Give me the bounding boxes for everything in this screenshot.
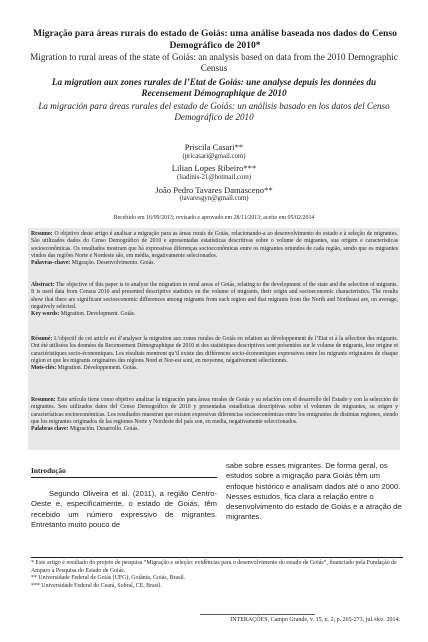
keywords-label: Key words: <box>31 311 60 318</box>
author-email[interactable]: (liadinis-21@hotmail.com) <box>176 173 252 181</box>
resumen-text: Este artículo tiene como objetivo analizar la migración para áreas rurales de Goiás y su relación con el desarrollo del Estado y con la selección de migrantes. Son utilizados datos del Censo Demográfico de 2010 y presentadas estadísticas descriptivas sobre el volumen de migrantes, su origen y características socioeconómicas. Los resultados muestran que existen expresivas diferencias socioeconómicas entre los emigrantes de distintas regiones, siendo que los migrantes originados de las regiones Norte y Nordeste del país son, en media, negativamente seleccionados. <box>31 397 399 425</box>
footnote-divider <box>31 557 403 558</box>
abstract-block <box>31 282 398 318</box>
journal-citation: Campo Grande, v. 15, n. 2, p. 265-273, jul./dez. 2014. <box>270 617 400 623</box>
mots-cles-text: Migration. Développement. Goiás. <box>57 365 138 372</box>
footnote: * Este artigo é resultado do projeto de pesquisa “Migração e seleção: evidências para o desenvolvimento do estado de Goiás”, financiado pela Fundação de Amparo à Pesquisa do Estado de Goiás. <box>31 560 397 574</box>
intro-paragraph-left: Segundo Oliveira et al. (2011), a região Centro-Oeste e, especificamente, o estado de Goiás, têm recebido um número expressivo de migrantes. Entretanto muito pouco de <box>31 489 217 529</box>
author-list <box>0 142 428 206</box>
palabras-clave-text: Migración. Desarrollo. Goiás. <box>69 426 139 433</box>
abstract-text: The objective of this paper is to analyze the migration to rural areas of Goiás, relating to the development of the state and the selection of migrants. It is used data from Census 2010 and presented descriptive statistics on the volume of migrants, their origin and socioeconomic characteristics. The results show that there are significant socioeconomic differences among migrants from each region and that migrants from the North and Northeast are, on average, negatively selected. <box>31 282 398 310</box>
title-portuguese: Migração para áreas rurais do estado de Goiás: uma análise baseada nos dados do Censo Demográfico de 2010* <box>33 28 397 51</box>
resumo-block <box>31 231 398 267</box>
heading-divider <box>31 477 217 478</box>
title-spanish: La migración para áreas rurales del estado de Goiás: un análisis basado en los datos del Censo Demográfico de 2010 <box>38 101 390 122</box>
author-name: Priscila Casari** <box>184 142 244 152</box>
keywords-text: Migration. Development. Goiás. <box>60 311 136 318</box>
resumo-text: O objetivo deste artigo é analisar a migração para as áreas rurais de Goiás, relacionando-a ao desenvolvimento do estado e à seleção de migrantes. São utilizados dados do Censo Demográfico de 2010 e apresentadas estatísticas descritivas sobre o volume de migrantes, sua origem e características socioeconômicas. Os resultados mostram que há expressivas diferenças socioeconômicas entre os migrantes oriundos de cada região, sendo que os migrantes vindos das regiões Norte e Nordeste são, em média, negativamente selecionados. <box>31 231 398 259</box>
mots-cles-label: Mots-clés: <box>31 365 57 372</box>
resumen-block <box>31 397 398 433</box>
palavras-chave-text: Migração. Desenvolvimento. Goiás. <box>71 260 155 267</box>
resume-text: L’objectif de cet article est d’analyser la migration aux zones rurales de Goiás en relation au développement de l’Etat et à la sélection des migrants. Ont été utilisées les données du Recensement Démographique de 2010 et des statistiques descriptives sont présentées sur le volume de migrants, leur origine et caractéristiques socio-économiques. Les résultats montrent qu’il existe des différences socio-économiques expressives entre les migrants originaires de chaque région et que les migrants originaires des régions Nord et Nor-est sont, en moyenne, négativement sélectionnés. <box>31 336 398 364</box>
footer-divider <box>200 614 315 615</box>
author-email[interactable]: (tavaresgyn@gmail.com) <box>179 195 249 203</box>
author-name: João Pedro Tavares Damasceno** <box>155 184 273 195</box>
palavras-chave-label: Palavras-chave: <box>31 260 71 267</box>
journal-name: INTERAÇÕES, <box>230 617 270 623</box>
footnote: *** Universidade Federal do Ceará, Sobral, CE, Brasil. <box>31 582 162 589</box>
resumo-label: Resumo: <box>31 231 53 237</box>
intro-paragraph-right: sabe sobre esses migrantes. De forma geral, os estudos sobre a migração para Goiás têm um enfoque histórico e analisam dados até o ano 2000. Nesses estudos, fica clara a relação entre o desenvolvimento do estado de Goiás e a atração de migrantes. <box>226 461 402 522</box>
title-french: La migration aux zones rurales de l’Etat de Goiás: une analyse depuis les données du Recensement Démographique de 2010 <box>51 77 377 98</box>
author-name: Lilian Lopes Ribeiro*** <box>171 163 257 174</box>
section-heading: Introdução <box>31 466 66 475</box>
title-english: Migration to rural areas of the state of Goiás: an analysis based on data from the 2010 Demographic Census <box>30 52 398 73</box>
footnote: ** Universidade Federal de Goiás (UFG), Goiânia, Goiás, Brasil. <box>31 575 186 582</box>
resume-block <box>31 336 398 372</box>
resume-label: Résumé: <box>31 336 53 342</box>
abstract-label: Abstract: <box>31 282 55 288</box>
received-dates: Recebido em 16/09/2013; revisado e aprovado em 28/11/2013; aceito em 05/02/2014 <box>113 215 315 221</box>
resumen-label: Resumen: <box>31 397 56 403</box>
page-footer <box>200 617 400 623</box>
footnotes <box>31 560 403 590</box>
palabras-clave-label: Palabras clave: <box>31 426 69 433</box>
author-email[interactable]: (pricasari@gmail.com) <box>182 152 246 160</box>
